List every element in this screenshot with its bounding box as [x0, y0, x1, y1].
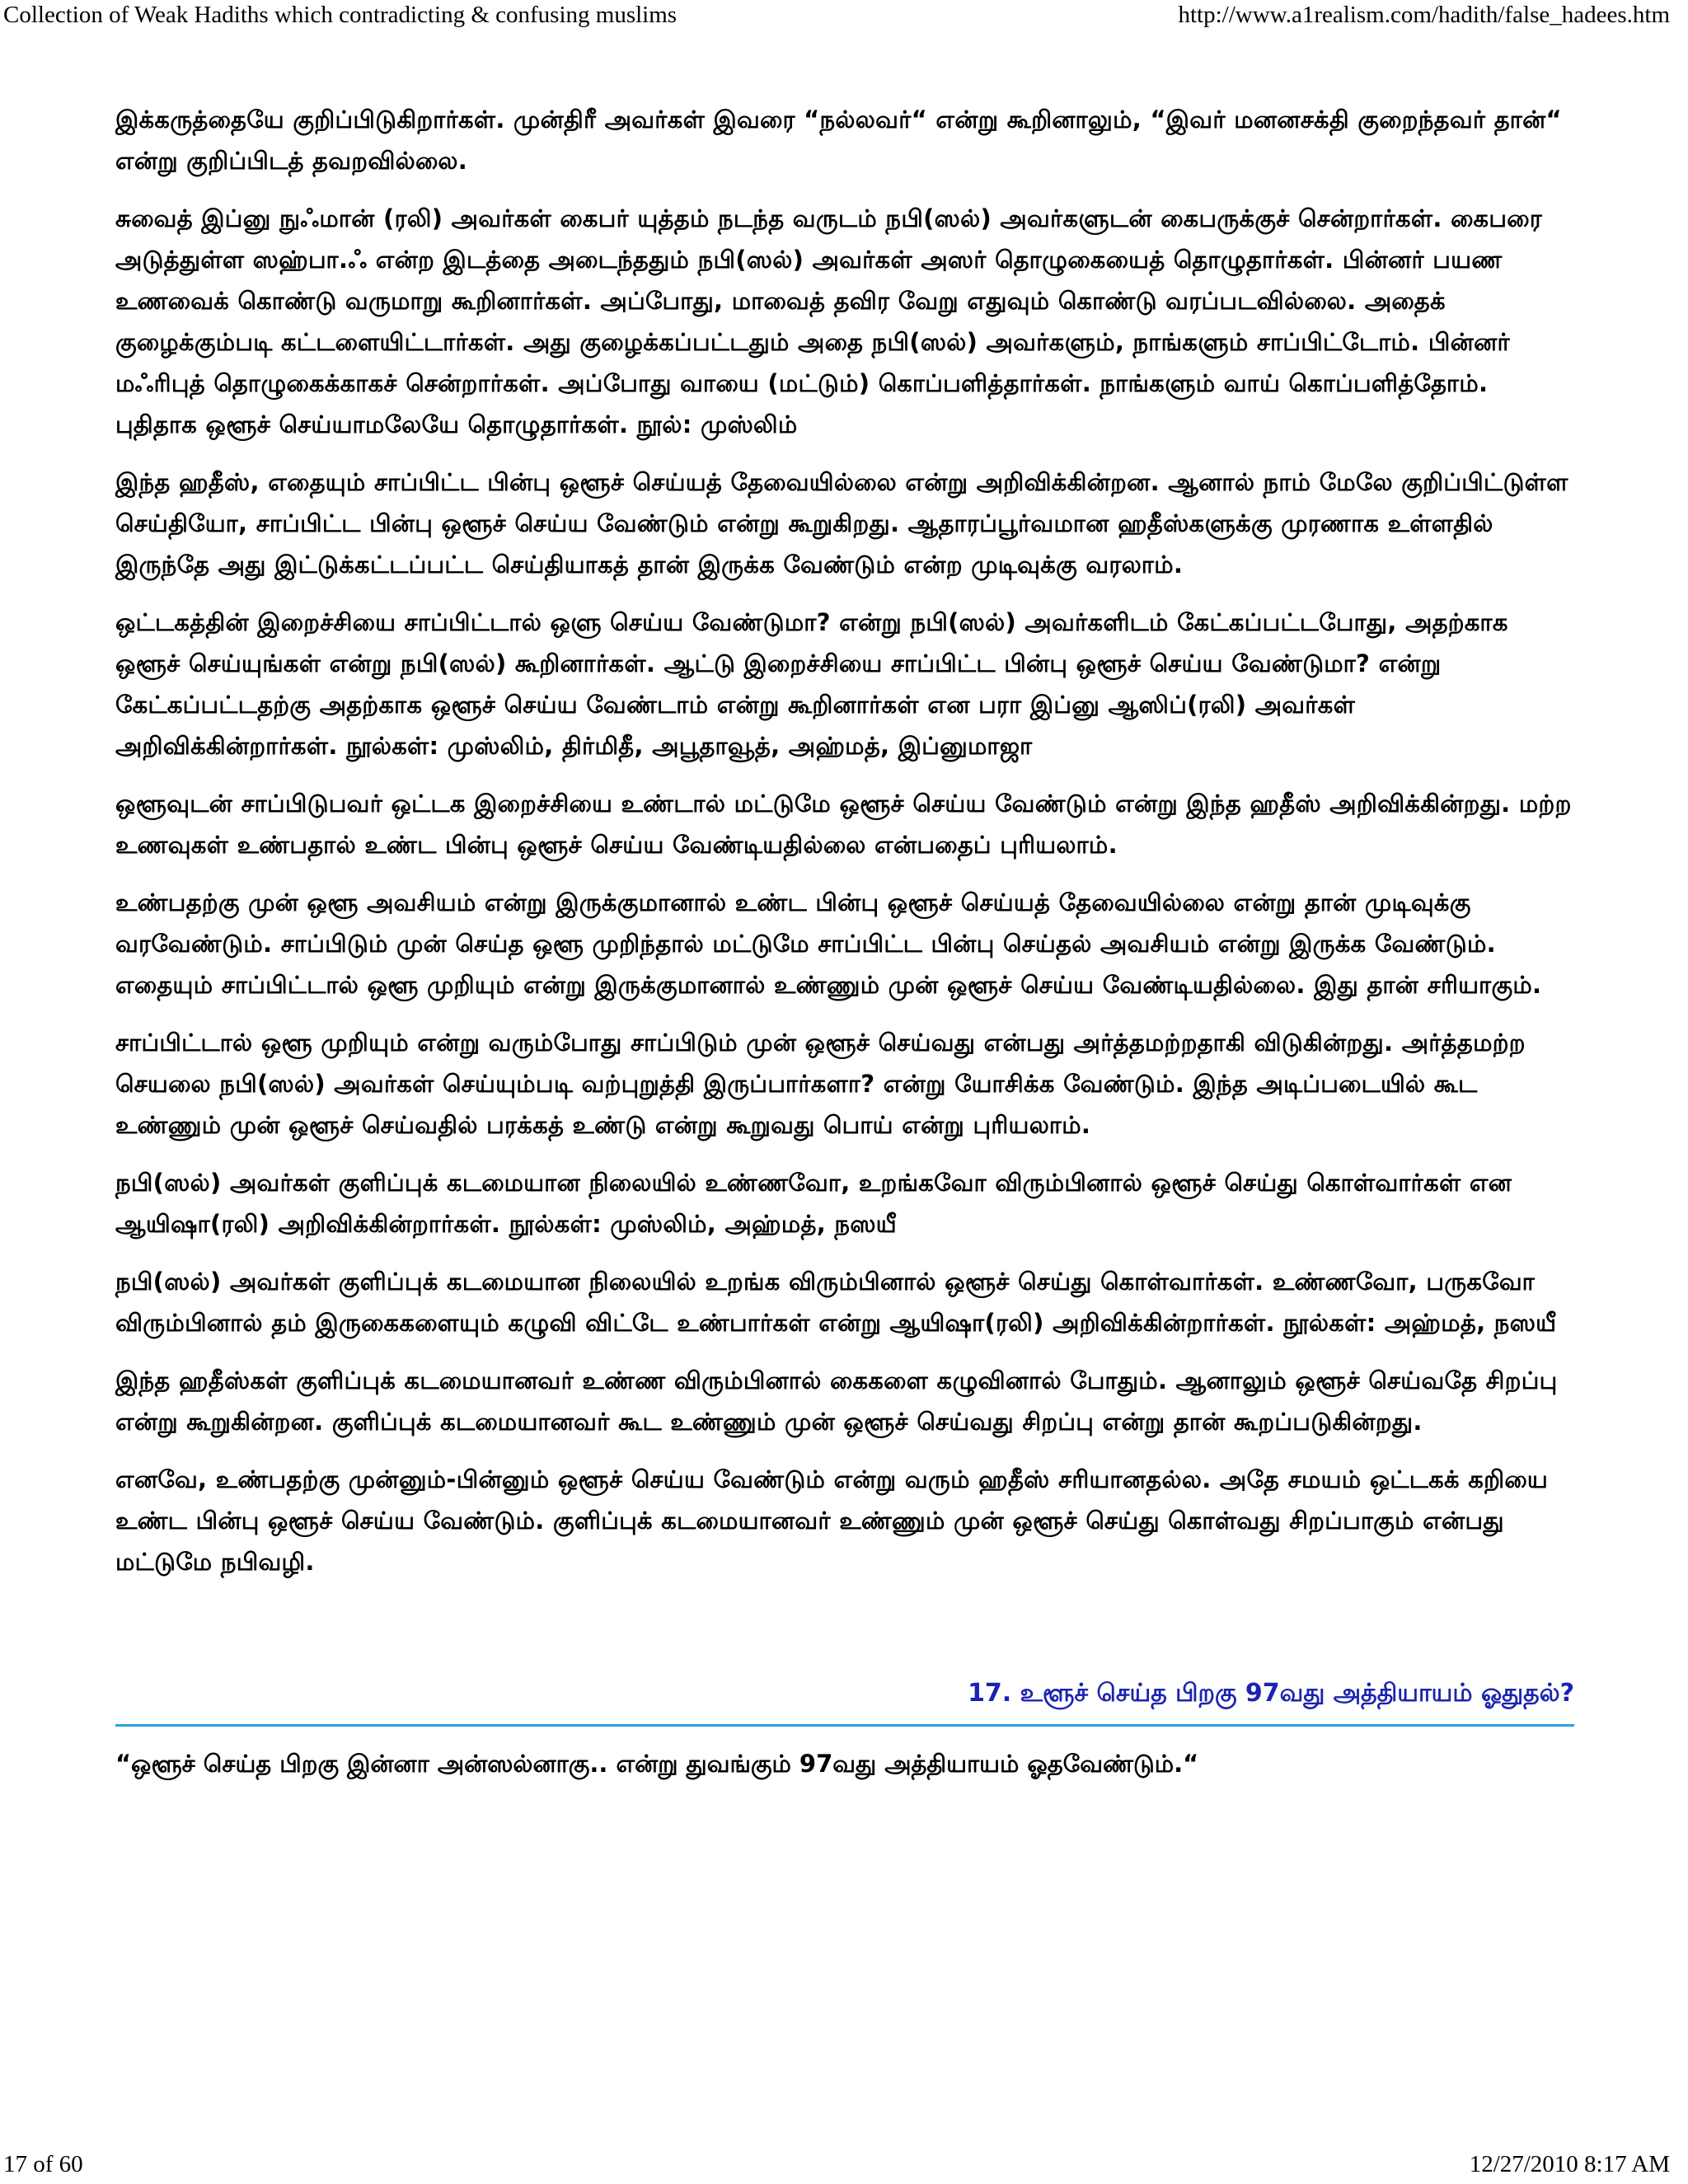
paragraph: ஒட்டகத்தின் இறைச்சியை சாப்பிட்டால் ஒளு செய்ய வேண்டுமா? என்று நபி(ஸல்) அவர்களிடம் கேட்கப்பட்டபோது, அதற்காக ஒளூச் செய்யுங்கள் என்று நபி(ஸல்) கூறினார்கள். ஆட்டு இறைச்சியை சாப்பிட்ட பின்பு ஒளூச் செய்ய வேண்டுமா? என்று கேட்கப்பட்டதற்கு அதற்காக ஒளூச் செய்ய வேண்டாம் என்று கூறினார்கள் என பரா இப்னு ஆஸிப்(ரலி) அவர்கள் அறிவிக்கின்றார்கள். நூல்கள்: முஸ்லிம், திர்மிதீ, அபூதாவூத், அஹ்மத், இப்னுமாஜா	[115, 608, 1508, 760]
paragraph: எனவே, உண்பதற்கு முன்னும்-பின்னும் ஒளூச் செய்ய வேண்டும் என்று வரும் ஹதீஸ் சரியானதல்ல. அதே சமயம் ஒட்டகக் கறியை உண்ட பின்பு ஒளூச் செய்ய வேண்டும். குளிப்புக் கடமையானவர் உண்ணும் முன் ஒளூச் செய்து கொள்வது சிறப்பாகும் என்பது மட்டுமே நபிவழி.	[115, 1465, 1548, 1576]
paragraph: சாப்பிட்டால் ஒளூ முறியும் என்று வரும்போது சாப்பிடும் முன் ஒளூச் செய்வது என்பது அர்த்தமற்றதாகி விடுகின்றது. அர்த்தமற்ற செயலை நபி(ஸல்) அவர்கள் செய்யும்படி வற்புறுத்தி இருப்பார்களா? என்று யோசிக்க வேண்டும். இந்த அடிப்படையில் கூட உண்ணும் முன் ஒளூச் செய்வதில் பரக்கத் உண்டு என்று கூறுவது பொய் என்று புரியலாம்.	[115, 1029, 1526, 1139]
paragraph: ஒளூவுடன் சாப்பிடுபவர் ஒட்டக இறைச்சியை உண்டால் மட்டுமே ஒளூச் செய்ய வேண்டும் என்று இந்த ஹதீஸ் அறிவிக்கின்றது. மற்ற உணவுகள் உண்பதால் உண்ட பின்பு ஒளூச் செய்ய வேண்டியதில்லை என்பதைப் புரியலாம்.	[115, 790, 1572, 859]
page-url: http://www.a1realism.com/hadith/false_hadees.htm	[1178, 2, 1670, 28]
paragraph: சுவைத் இப்னு நுஃமான் (ரலி) அவர்கள் கைபர் யுத்தம் நடந்த வருடம் நபி(ஸல்) அவர்களுடன் கைபருக்குச் சென்றார்கள். கைபரை அடுத்துள்ள ஸஹ்பா.ஃ என்ற இடத்தை அடைந்ததும் நபி(ஸல்) அவர்கள் அஸர் தொழுகையைத் தொழுதார்கள். பின்னர் பயண உணவைக் கொண்டு வருமாறு கூறினார்கள். அப்போது, மாவைத் தவிர வேறு எதுவும் கொண்டு வரப்படவில்லை. அதைக் குழைக்கும்படி கட்டளையிட்டார்கள். அது குழைக்கப்பட்டதும் அதை நபி(ஸல்) அவர்களும், நாங்களும் சாப்பிட்டோம். பின்னர் மஃரிபுத் தொழுகைக்காகச் சென்றார்கள். அப்போது வாயை (மட்டும்) கொப்பளித்தார்கள். நாங்களும் வாய் கொப்பளித்தோம். புதிதாக ஒளூச் செய்யாமலேயே தொழுதார்கள். நூல்: முஸ்லிம்	[115, 204, 1542, 438]
paragraph: உண்பதற்கு முன் ஒளூ அவசியம் என்று இருக்குமானால் உண்ட பின்பு ஒளூச் செய்யத் தேவையில்லை என்று தான் முடிவுக்கு வரவேண்டும். சாப்பிடும் முன் செய்த ஒளூ முறிந்தால் மட்டுமே சாப்பிட்ட பின்பு செய்தல் அவசியம் என்று இருக்க வேண்டும். எதையும் சாப்பிட்டால் ஒளூ முறியும் என்று இருக்குமானால் உண்ணும் முன் ஒளூச் செய்ய வேண்டியதில்லை. இது தான் சரியாகும்.	[115, 888, 1542, 999]
paragraph: நபி(ஸல்) அவர்கள் குளிப்புக் கடமையான நிலையில் உறங்க விரும்பினால் ஒளூச் செய்து கொள்வார்கள். உண்ணவோ, பருகவோ விரும்பினால் தம் இருகைகளையும் கழுவி விட்டே உண்பார்கள் என்று ஆயிஷா(ரலி) அறிவிக்கின்றார்கள். நூல்கள்: அஹ்மத், நஸயீ	[115, 1268, 1557, 1337]
paragraph: நபி(ஸல்) அவர்கள் குளிப்புக் கடமையான நிலையில் உண்ணவோ, உறங்கவோ விரும்பினால் ஒளூச் செய்து கொள்வார்கள் என ஆயிஷா(ரலி) அறிவிக்கின்றார்கள். நூல்கள்: முஸ்லிம், அஹ்மத், நஸயீ	[115, 1169, 1512, 1238]
section-divider	[115, 1724, 1574, 1727]
print-datetime: 12/27/2010 8:17 AM	[1469, 2151, 1670, 2177]
print-footer	[0, 2151, 1688, 2184]
paragraph: இந்த ஹதீஸ், எதையும் சாப்பிட்ட பின்பு ஒளூச் செய்யத் தேவையில்லை என்று அறிவிக்கின்றன. ஆனால் நாம் மேலே குறிப்பிட்டுள்ள செய்தியோ, சாப்பிட்ட பின்பு ஒளூச் செய்ய வேண்டும் என்று கூறுகிறது. ஆதாரப்பூர்வமான ஹதீஸ்களுக்கு முரணாக உள்ளதில் இருந்தே அது இட்டுக்கட்டப்பட்ட செய்தியாகத் தான் இருக்க வேண்டும் என்ற முடிவுக்கு வரலாம்.	[115, 468, 1568, 579]
document-title: Collection of Weak Hadiths which contradicting & confusing muslims	[3, 2, 678, 28]
section-quote: “ஒளூச் செய்த பிறகு இன்னா அன்ஸல்னாகு.. என்று துவங்கும் 97வது அத்தியாயம் ஓதவேண்டும்.“	[115, 1750, 1199, 1778]
paragraph: இந்த ஹதீஸ்கள் குளிப்புக் கடமையானவர் உண்ண விரும்பினால் கைகளை கழுவினால் போதும். ஆனாலும் ஒளூச் செய்வதே சிறப்பு என்று கூறுகின்றன. குளிப்புக் கடமையானவர் கூட உண்ணும் முன் ஒளூச் செய்வது சிறப்பு என்று தான் கூறப்படுகின்றது.	[115, 1366, 1558, 1436]
paragraph: இக்கருத்தையே குறிப்பிடுகிறார்கள். முன்திரீ அவர்கள் இவரை “நல்லவர்“ என்று கூறினாலும், “இவர் மனனசக்தி குறைந்தவர் தான்“ என்று குறிப்பிடத் தவறவில்லை.	[115, 105, 1562, 175]
print-header	[0, 2, 1688, 35]
article-body	[115, 99, 1574, 1784]
section-heading: 17. உளூச் செய்த பிறகு 97வது அத்தியாயம் ஓதுதல்?	[968, 1679, 1574, 1708]
page-number: 17 of 60	[3, 2151, 83, 2177]
